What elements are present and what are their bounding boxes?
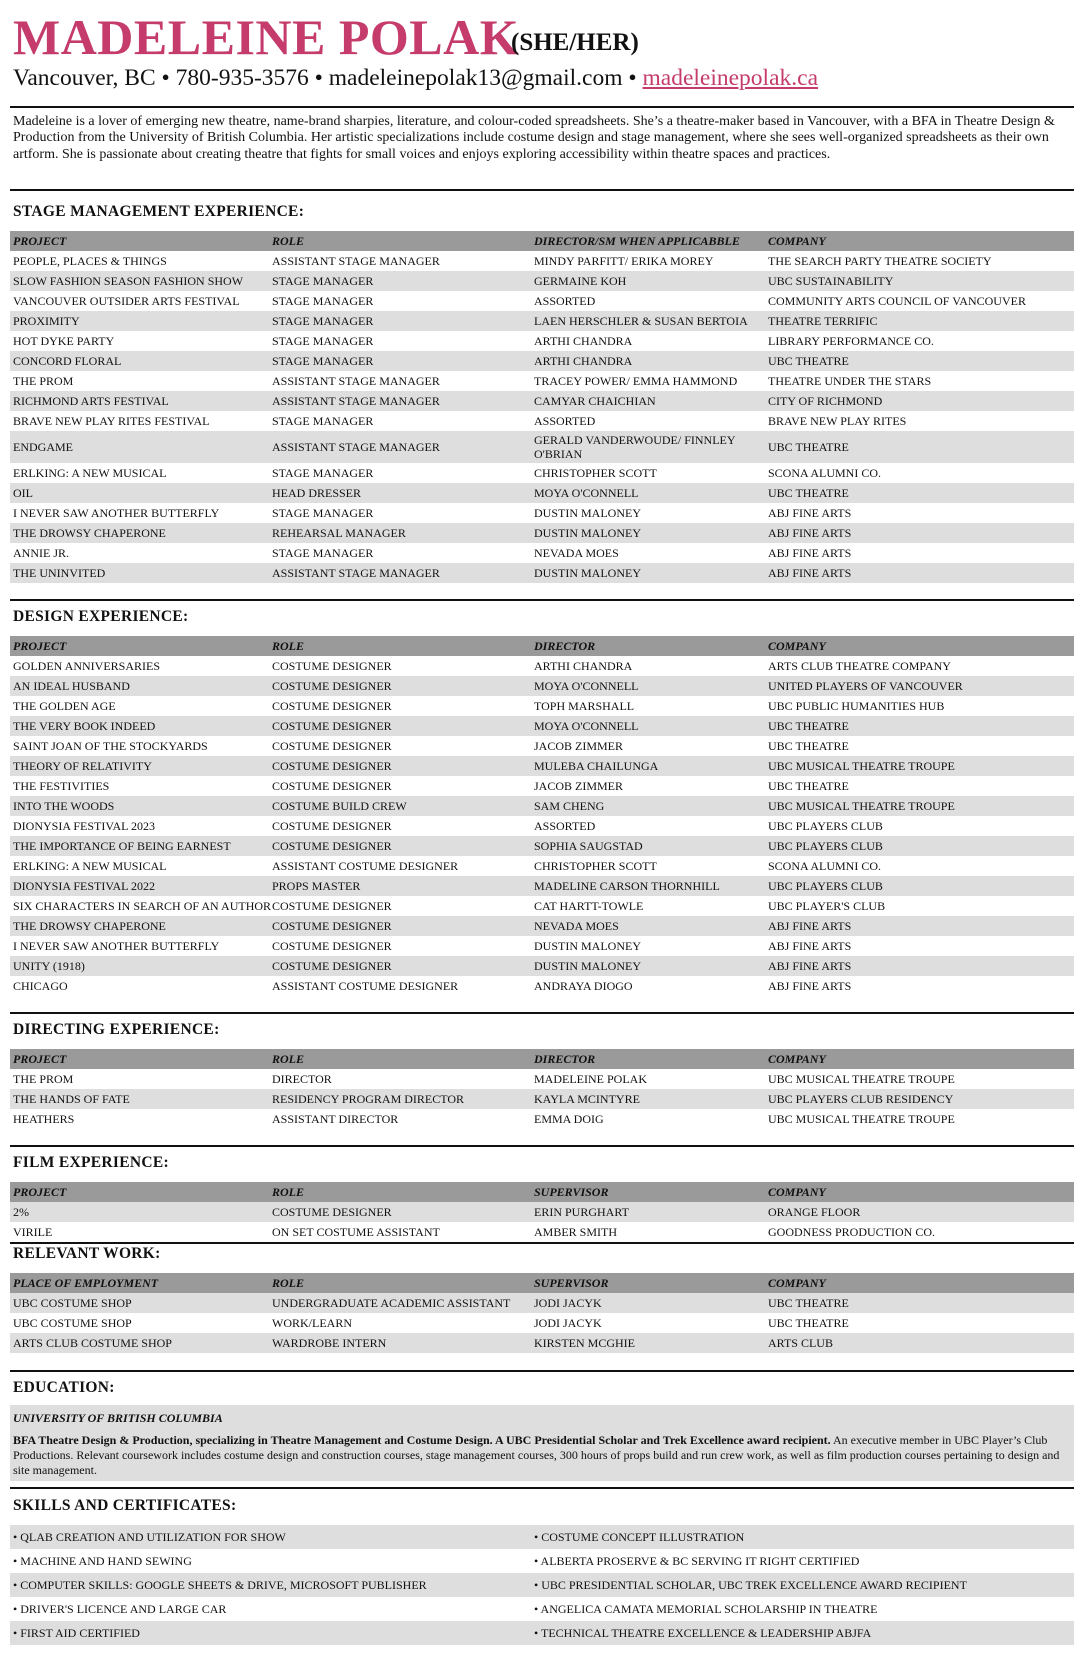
table-cell: COSTUME BUILD CREW <box>272 799 407 813</box>
table-row <box>10 776 1074 796</box>
table-cell: STAGE MANAGER <box>272 466 374 480</box>
table-cell: ARTS CLUB COSTUME SHOP <box>13 1336 172 1350</box>
table-cell: I NEVER SAW ANOTHER BUTTERFLY <box>13 939 220 953</box>
table-cell: HEAD DRESSER <box>272 486 362 500</box>
table-cell: ARTHI CHANDRA <box>534 659 633 673</box>
table-cell: UBC THEATRE <box>768 779 849 793</box>
skill-row <box>10 1621 1074 1645</box>
table-cell: ASSISTANT COSTUME DESIGNER <box>272 859 459 873</box>
skill-item: • UBC PRESIDENTIAL SCHOLAR, UBC TREK EXCELLENCE AWARD RECIPIENT <box>534 1577 967 1592</box>
table-cell: TOPH MARSHALL <box>534 699 635 713</box>
table-cell: ABJ FINE ARTS <box>768 939 852 953</box>
table-cell: COSTUME DESIGNER <box>272 719 392 733</box>
table-cell: INTO THE WOODS <box>13 799 115 813</box>
table-row <box>10 856 1074 876</box>
column-header: COMPANY <box>768 234 826 248</box>
table-cell: SCONA ALUMNI CO. <box>768 859 882 873</box>
skill-item: • QLAB CREATION AND UTILIZATION FOR SHOW <box>13 1529 286 1544</box>
table-cell: THEATRE TERRIFIC <box>768 314 878 328</box>
table-row <box>10 291 1074 311</box>
table-row <box>10 716 1074 736</box>
table-cell: GOLDEN ANNIVERSARIES <box>13 659 160 673</box>
table-cell: STAGE MANAGER <box>272 294 374 308</box>
table-cell: ERIN PURGHART <box>534 1205 629 1219</box>
table-cell: UBC THEATRE <box>768 1296 849 1310</box>
table-row <box>10 543 1074 563</box>
table-cell: THE UNINVITED <box>13 566 106 580</box>
table-cell: MADELEINE POLAK <box>534 1072 647 1086</box>
table-cell: THE GOLDEN AGE <box>13 699 116 713</box>
table-cell: THE PROM <box>13 374 74 388</box>
table-row <box>10 311 1074 331</box>
table-cell: DUSTIN MALONEY <box>534 566 641 580</box>
table-cell: STAGE MANAGER <box>272 546 374 560</box>
table-cell: VIRILE <box>13 1225 53 1239</box>
table-header <box>10 1273 1074 1293</box>
pronouns: (SHE/HER) <box>511 29 639 56</box>
table-row <box>10 463 1074 483</box>
table-cell: COSTUME DESIGNER <box>272 839 392 853</box>
table-cell: JACOB ZIMMER <box>534 739 624 753</box>
column-header: COMPANY <box>768 639 826 653</box>
table-cell: ANDRAYA DIOGO <box>534 979 633 993</box>
skill-item: • DRIVER'S LICENCE AND LARGE CAR <box>13 1601 227 1616</box>
directing-section <box>10 1021 1074 1129</box>
table-cell: ENDGAME <box>13 440 73 454</box>
table-cell: COSTUME DESIGNER <box>272 1205 392 1219</box>
table-cell: ABJ FINE ARTS <box>768 566 852 580</box>
table-row <box>10 331 1074 351</box>
section-title: FILM EXPERIENCE: <box>13 1154 169 1171</box>
table-row <box>10 816 1074 836</box>
table-cell: PROXIMITY <box>13 314 80 328</box>
table-row <box>10 503 1074 523</box>
contact-details: Vancouver, BC • 780-935-3576 • madeleinepolak13@gmail.com • <box>13 65 643 91</box>
bio-paragraph: Madeleine is a lover of emerging new theatre, name-brand sharpies, literature, and colour-coded spreadsheets. She’s a theatre-maker based in Vancouver, with a BFA in Theatre Design & Production from the University of British Columbia. Her artistic specializations include costume design and stage management, where she sees well-organized spreadsheets as their own artform. She is passionate about creating theatre that fights for small voices and enjoys exploring accessibility within theatre spaces and practices. <box>13 114 1055 162</box>
design-section <box>10 608 1074 996</box>
table-cell: THEORY OF RELATIVITY <box>13 759 152 773</box>
table-row <box>10 251 1074 271</box>
table-cell: COSTUME DESIGNER <box>272 959 392 973</box>
column-header: PROJECT <box>13 234 67 248</box>
table-cell: HOT DYKE PARTY <box>13 334 115 348</box>
table-cell: SOPHIA SAUGSTAD <box>534 839 643 853</box>
table-header <box>10 636 1074 656</box>
table-cell: GOODNESS PRODUCTION CO. <box>768 1225 936 1239</box>
table-cell: THE DROWSY CHAPERONE <box>13 919 166 933</box>
website-link[interactable]: madeleinepolak.ca <box>642 65 819 91</box>
column-header: ROLE <box>272 1052 305 1066</box>
divider <box>10 1012 1074 1014</box>
column-header: COMPANY <box>768 1276 826 1290</box>
table-row <box>10 676 1074 696</box>
table-row <box>10 1089 1074 1109</box>
table-cell: ASSISTANT STAGE MANAGER <box>272 394 440 408</box>
table-cell: ASSORTED <box>534 414 596 428</box>
table-cell: ERLKING: A NEW MUSICAL <box>13 859 167 873</box>
table-row <box>10 523 1074 543</box>
table-cell: STAGE MANAGER <box>272 354 374 368</box>
section-title: DIRECTING EXPERIENCE: <box>13 1021 220 1038</box>
table-cell: MINDY PARFITT/ ERIKA MOREY <box>534 254 714 268</box>
skill-row <box>10 1597 1074 1621</box>
table-cell: STAGE MANAGER <box>272 274 374 288</box>
table-cell: KAYLA MCINTYRE <box>534 1092 640 1106</box>
divider <box>10 599 1074 601</box>
table-cell: COSTUME DESIGNER <box>272 899 392 913</box>
skill-item: • ANGELICA CAMATA MEMORIAL SCHOLARSHIP IN THEATRE <box>534 1601 878 1616</box>
table-cell: HEATHERS <box>13 1112 75 1126</box>
table-cell: BRAVE NEW PLAY RITES FESTIVAL <box>13 414 210 428</box>
table-cell: BRAVE NEW PLAY RITES <box>768 414 907 428</box>
table-cell: SAINT JOAN OF THE STOCKYARDS <box>13 739 208 753</box>
table-cell: UBC MUSICAL THEATRE TROUPE <box>768 1072 955 1086</box>
table-cell: STAGE MANAGER <box>272 334 374 348</box>
table-row <box>10 1222 1074 1242</box>
table-cell: UBC PLAYERS CLUB RESIDENCY <box>768 1092 954 1106</box>
column-header: ROLE <box>272 1276 305 1290</box>
divider <box>10 1370 1074 1372</box>
education-section <box>10 1379 1074 1481</box>
table-row <box>10 411 1074 431</box>
header <box>10 0 1074 65</box>
skill-row <box>10 1525 1074 1549</box>
table-header <box>10 231 1074 251</box>
table-cell: ASSISTANT STAGE MANAGER <box>272 566 440 580</box>
table-cell: CONCORD FLORAL <box>13 354 122 368</box>
table-cell: THE SEARCH PARTY THEATRE SOCIETY <box>768 254 992 268</box>
column-header: DIRECTOR/SM WHEN APPLICABBLE <box>534 234 740 248</box>
table-cell: ASSORTED <box>534 294 596 308</box>
table-row <box>10 756 1074 776</box>
table-cell: DUSTIN MALONEY <box>534 526 641 540</box>
table-cell: STAGE MANAGER <box>272 414 374 428</box>
table-cell: THEATRE UNDER THE STARS <box>768 374 932 388</box>
table-cell: LIBRARY PERFORMANCE CO. <box>768 334 934 348</box>
table-cell: ABJ FINE ARTS <box>768 979 852 993</box>
table-cell: DIONYSIA FESTIVAL 2023 <box>13 819 156 833</box>
table-row <box>10 1202 1074 1222</box>
skill-item: • COMPUTER SKILLS: GOOGLE SHEETS & DRIVE, MICROSOFT PUBLISHER <box>13 1577 427 1592</box>
table-cell: ABJ FINE ARTS <box>768 919 852 933</box>
table-cell: SCONA ALUMNI CO. <box>768 466 882 480</box>
table-cell: UBC THEATRE <box>768 719 849 733</box>
table-cell: UBC PLAYER'S CLUB <box>768 899 886 913</box>
table-cell: UBC PLAYERS CLUB <box>768 819 883 833</box>
table-cell: UBC PUBLIC HUMANITIES HUB <box>768 699 945 713</box>
table-cell: JACOB ZIMMER <box>534 779 624 793</box>
column-header: ROLE <box>272 1185 305 1199</box>
table-cell: DUSTIN MALONEY <box>534 939 641 953</box>
table-cell: CHRISTOPHER SCOTT <box>534 859 657 873</box>
table-cell: STAGE MANAGER <box>272 506 374 520</box>
table-row <box>10 916 1074 936</box>
section-title: DESIGN EXPERIENCE: <box>13 608 189 625</box>
table-cell: CITY OF RICHMOND <box>768 394 883 408</box>
table-row <box>10 1109 1074 1129</box>
table-cell: EMMA DOIG <box>534 1112 604 1126</box>
table-row <box>10 483 1074 503</box>
table-cell: UBC COSTUME SHOP <box>13 1316 132 1330</box>
table-row <box>10 876 1074 896</box>
table-cell: ABJ FINE ARTS <box>768 506 852 520</box>
table-cell: THE PROM <box>13 1072 74 1086</box>
table-header <box>10 1049 1074 1069</box>
table-cell: UBC PLAYERS CLUB <box>768 879 883 893</box>
table-row <box>10 696 1074 716</box>
table-cell: THE IMPORTANCE OF BEING EARNEST <box>13 839 231 853</box>
section-title: SKILLS AND CERTIFICATES: <box>13 1497 237 1514</box>
divider <box>10 189 1074 191</box>
table-cell: PROPS MASTER <box>272 879 361 893</box>
table-cell: REHEARSAL MANAGER <box>272 526 406 540</box>
table-cell: UBC MUSICAL THEATRE TROUPE <box>768 759 955 773</box>
table-row <box>10 1293 1074 1313</box>
table-cell: ARTHI CHANDRA <box>534 334 633 348</box>
table-row <box>10 936 1074 956</box>
table-cell: KIRSTEN MCGHIE <box>534 1336 635 1350</box>
divider <box>10 1487 1074 1489</box>
table-cell: ANNIE JR. <box>13 546 69 560</box>
skill-item: • FIRST AID CERTIFIED <box>13 1625 140 1640</box>
table-cell: ARTS CLUB <box>768 1336 833 1350</box>
table-cell: COSTUME DESIGNER <box>272 819 392 833</box>
section-title: STAGE MANAGEMENT EXPERIENCE: <box>13 203 305 220</box>
table-cell: UBC THEATRE <box>768 739 849 753</box>
table-header <box>10 1182 1074 1202</box>
table-cell: ON SET COSTUME ASSISTANT <box>272 1225 440 1239</box>
table-cell: GERMAINE KOH <box>534 274 627 288</box>
table-row <box>10 956 1074 976</box>
table-cell: NEVADA MOES <box>534 546 619 560</box>
table-row <box>10 371 1074 391</box>
skill-row <box>10 1549 1074 1573</box>
divider <box>10 1242 1074 1244</box>
table-cell: THE DROWSY CHAPERONE <box>13 526 166 540</box>
table-cell: CHRISTOPHER SCOTT <box>534 466 657 480</box>
table-cell: MULEBA CHAILUNGA <box>534 759 659 773</box>
skill-item: • COSTUME CONCEPT ILLUSTRATION <box>534 1529 745 1544</box>
table-cell: DIONYSIA FESTIVAL 2022 <box>13 879 156 893</box>
degree-summary: BFA Theatre Design & Production, specializing in Theatre Management and Costume Design. A UBC Presidential Scholar and Trek Excellence award recipient. <box>13 1433 831 1447</box>
column-header: DIRECTOR <box>534 639 596 653</box>
table-cell: ORANGE FLOOR <box>768 1205 861 1219</box>
table-cell: JODI JACYK <box>534 1316 602 1330</box>
table-row <box>10 1333 1074 1353</box>
table-cell: PEOPLE, PLACES & THINGS <box>13 254 167 268</box>
table-cell: UNITY (1918) <box>13 959 85 973</box>
column-header: SUPERVISOR <box>534 1276 609 1290</box>
table-cell: CAT HARTT-TOWLE <box>534 899 644 913</box>
resume-page <box>10 0 1074 1645</box>
table-cell: SAM CHENG <box>534 799 605 813</box>
table-cell: TRACEY POWER/ EMMA HAMMOND <box>534 374 738 388</box>
table-cell: COSTUME DESIGNER <box>272 759 392 773</box>
table-row <box>10 836 1074 856</box>
film-section <box>10 1154 1074 1242</box>
skills-list <box>10 1525 1074 1645</box>
relevant-work-section <box>10 1245 1074 1353</box>
table-cell: UBC COSTUME SHOP <box>13 1296 132 1310</box>
table-cell: COMMUNITY ARTS COUNCIL OF VANCOUVER <box>768 294 1026 308</box>
table-cell: MADELINE CARSON THORNHILL <box>534 879 720 893</box>
table-cell: THE HANDS OF FATE <box>13 1092 130 1106</box>
table-cell: THE VERY BOOK INDEED <box>13 719 156 733</box>
table-cell: ASSORTED <box>534 819 596 833</box>
table-cell: ASSISTANT COSTUME DESIGNER <box>272 979 459 993</box>
table-cell: UBC MUSICAL THEATRE TROUPE <box>768 1112 955 1126</box>
table-cell: WARDROBE INTERN <box>272 1336 387 1350</box>
table-cell: ARTHI CHANDRA <box>534 354 633 368</box>
table-cell: ASSISTANT DIRECTOR <box>272 1112 399 1126</box>
section-title: RELEVANT WORK: <box>13 1245 161 1262</box>
table-row <box>10 796 1074 816</box>
column-header: COMPANY <box>768 1052 826 1066</box>
table-cell: CAMYAR CHAICHIAN <box>534 394 656 408</box>
table-cell: ARTS CLUB THEATRE COMPANY <box>768 659 951 673</box>
table-row <box>10 1069 1074 1089</box>
table-row <box>10 656 1074 676</box>
table-cell: 2% <box>13 1205 29 1219</box>
table-cell: RICHMOND ARTS FESTIVAL <box>13 394 169 408</box>
column-header: COMPANY <box>768 1185 826 1199</box>
table-cell: UBC SUSTAINABILITY <box>768 274 894 288</box>
table-cell: DUSTIN MALONEY <box>534 506 641 520</box>
table-cell: UBC MUSICAL THEATRE TROUPE <box>768 799 955 813</box>
column-header: SUPERVISOR <box>534 1185 609 1199</box>
education-description <box>10 1431 1074 1481</box>
table-cell: ABJ FINE ARTS <box>768 959 852 973</box>
table-cell: GERALD VANDERWOUDE/ FINNLEY O'BRIAN <box>534 433 736 461</box>
column-header: PROJECT <box>13 1052 67 1066</box>
section-title: EDUCATION: <box>13 1379 115 1396</box>
table-row <box>10 271 1074 291</box>
table-cell: RESIDENCY PROGRAM DIRECTOR <box>272 1092 465 1106</box>
table-cell: UBC THEATRE <box>768 486 849 500</box>
divider <box>10 1145 1074 1147</box>
table-cell: COSTUME DESIGNER <box>272 659 392 673</box>
table-cell: MOYA O'CONNELL <box>534 486 639 500</box>
table-cell: LAEN HERSCHLER & SUSAN BERTOIA <box>534 314 748 328</box>
skill-item: • ALBERTA PROSERVE & BC SERVING IT RIGHT CERTIFIED <box>534 1553 860 1568</box>
skills-section <box>10 1497 1074 1645</box>
table-row <box>10 391 1074 411</box>
table-cell: MOYA O'CONNELL <box>534 679 639 693</box>
table-cell: COSTUME DESIGNER <box>272 919 392 933</box>
table-cell: ERLKING: A NEW MUSICAL <box>13 466 167 480</box>
table-cell: ASSISTANT STAGE MANAGER <box>272 440 440 454</box>
table-cell: UBC THEATRE <box>768 354 849 368</box>
skill-row <box>10 1573 1074 1597</box>
table-row <box>10 976 1074 996</box>
column-header: PROJECT <box>13 1185 67 1199</box>
degree-details: An executive member in UBC Player’s Club Productions. Relevant coursework includes costume design and construction courses, stage management courses, 300 hours of props build and run crew work, as well as film production courses pertaining to design and site management. <box>13 1433 1060 1477</box>
table-cell: UBC PLAYERS CLUB <box>768 839 883 853</box>
table-cell: UBC THEATRE <box>768 1316 849 1330</box>
table-row <box>10 563 1074 583</box>
column-header: PLACE OF EMPLOYMENT <box>13 1276 159 1290</box>
table-cell: JODI JACYK <box>534 1296 602 1310</box>
column-header: PROJECT <box>13 639 67 653</box>
school-name: UNIVERSITY OF BRITISH COLUMBIA <box>10 1405 1074 1431</box>
skill-item: • TECHNICAL THEATRE EXCELLENCE & LEADERSHIP ABJFA <box>534 1625 872 1640</box>
table-cell: ASSISTANT STAGE MANAGER <box>272 254 440 268</box>
table-cell: COSTUME DESIGNER <box>272 779 392 793</box>
table-row <box>10 1313 1074 1333</box>
stage-management-section <box>10 203 1074 583</box>
table-cell: MOYA O'CONNELL <box>534 719 639 733</box>
skill-item: • MACHINE AND HAND SEWING <box>13 1553 192 1568</box>
column-header: ROLE <box>272 234 305 248</box>
table-cell: STAGE MANAGER <box>272 314 374 328</box>
table-cell: AN IDEAL HUSBAND <box>13 679 130 693</box>
table-cell: AMBER SMITH <box>534 1225 618 1239</box>
table-cell: COSTUME DESIGNER <box>272 679 392 693</box>
table-cell: COSTUME DESIGNER <box>272 939 392 953</box>
table-cell: ABJ FINE ARTS <box>768 526 852 540</box>
table-cell: COSTUME DESIGNER <box>272 739 392 753</box>
table-cell: SLOW FASHION SEASON FASHION SHOW <box>13 274 244 288</box>
table-cell: CHICAGO <box>13 979 68 993</box>
table-cell: COSTUME DESIGNER <box>272 699 392 713</box>
table-row <box>10 736 1074 756</box>
table-cell: DIRECTOR <box>272 1072 332 1086</box>
table-cell: ASSISTANT STAGE MANAGER <box>272 374 440 388</box>
table-row <box>10 896 1074 916</box>
table-row <box>10 431 1074 463</box>
table-cell: SIX CHARACTERS IN SEARCH OF AN AUTHOR <box>13 899 272 913</box>
table-cell: UNDERGRADUATE ACADEMIC ASSISTANT <box>272 1296 511 1310</box>
table-cell: NEVADA MOES <box>534 919 619 933</box>
table-cell: WORK/LEARN <box>272 1316 352 1330</box>
table-cell: I NEVER SAW ANOTHER BUTTERFLY <box>13 506 220 520</box>
column-header: ROLE <box>272 639 305 653</box>
table-cell: DUSTIN MALONEY <box>534 959 641 973</box>
table-cell: VANCOUVER OUTSIDER ARTS FESTIVAL <box>13 294 240 308</box>
table-cell: ABJ FINE ARTS <box>768 546 852 560</box>
column-header: DIRECTOR <box>534 1052 596 1066</box>
table-cell: UNITED PLAYERS OF VANCOUVER <box>768 679 963 693</box>
table-row <box>10 351 1074 371</box>
table-cell: OIL <box>13 486 33 500</box>
table-cell: THE FESTIVITIES <box>13 779 110 793</box>
table-cell: UBC THEATRE <box>768 440 849 454</box>
name-heading: MADELEINE POLAK <box>13 9 520 65</box>
